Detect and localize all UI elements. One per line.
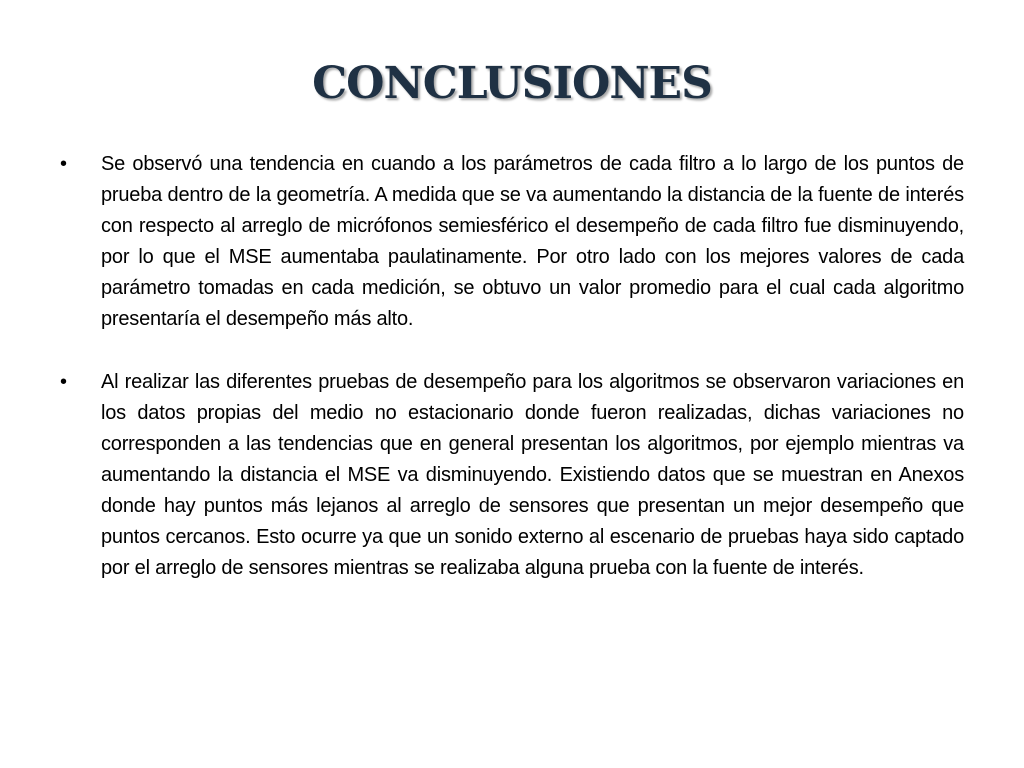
bullet-text-2: Al realizar las diferentes pruebas de desempeño para los algoritmos se observaron variaciones en los datos propias del medio no estacionario donde fueron realizadas, dichas variaciones no corresponden a las tendencias que en general presentan los algoritmos, por ejemplo mientras va aumentando la distancia el MSE va disminuyendo. Existiendo datos que se muestran en Anexos donde hay puntos más lejanos al arreglo de sensores que presentan un mejor desempeño que puntos cercanos. Esto ocurre ya que un sonido externo al escenario de pruebas haya sido captado por el arreglo de sensores mientras se realizaba alguna prueba con la fuente de interés. (101, 371, 964, 579)
bullet-text-1: Se observó una tendencia en cuando a los parámetros de cada filtro a lo largo de los puntos de prueba dentro de la geometría. A medida que se va aumentando la distancia de la fuente de interés con respecto al arreglo de micrófonos semiesférico el desempeño de cada filtro fue disminuyendo, por lo que el MSE aumentaba paulatinamente. Por otro lado con los mejores valores de cada parámetro tomadas en cada medición, se obtuvo un valor promedio para el cual cada algoritmo presentaría el desempeño más alto. (101, 153, 964, 330)
bullet-marker-icon: • (60, 371, 68, 393)
bullet-marker-icon: • (60, 153, 68, 175)
bullet-list (60, 149, 964, 616)
bullet-item-1 (60, 149, 964, 335)
bullet-item-2 (60, 367, 964, 584)
slide-title: CONCLUSIONES (312, 58, 712, 109)
